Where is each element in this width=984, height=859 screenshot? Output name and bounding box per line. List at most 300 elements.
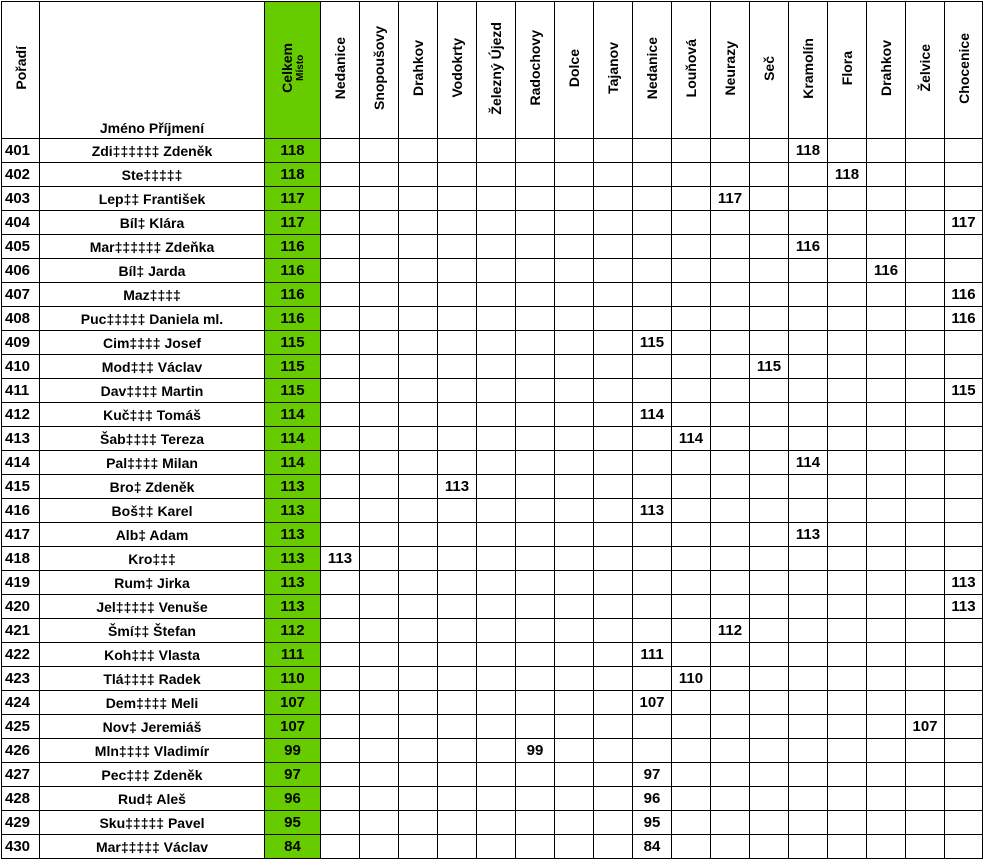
location-cell: [906, 595, 945, 619]
location-cell: [672, 523, 711, 547]
location-cell: [438, 355, 477, 379]
rank-cell: 420: [2, 595, 40, 619]
location-cell: [672, 139, 711, 163]
location-cell: [438, 643, 477, 667]
location-cell: [789, 187, 828, 211]
table-row: [2, 211, 983, 235]
location-cell: [477, 739, 516, 763]
location-cell: [477, 499, 516, 523]
location-cell: [867, 595, 906, 619]
location-cell: [594, 475, 633, 499]
name-header: Jméno Příjmení: [40, 2, 265, 139]
name-cell: Bro‡ Zdeněk: [40, 475, 265, 499]
location-cell: [867, 571, 906, 595]
location-cell: [594, 331, 633, 355]
location-cell: [672, 283, 711, 307]
location-cell: [633, 379, 672, 403]
location-cell: [789, 427, 828, 451]
location-cell: [672, 787, 711, 811]
location-cell: [633, 259, 672, 283]
location-cell: [750, 403, 789, 427]
name-cell: Mar‡‡‡‡‡‡ Zdeňka: [40, 235, 265, 259]
location-cell: [633, 475, 672, 499]
location-cell: [438, 811, 477, 835]
location-header: [828, 2, 867, 139]
location-cell: [750, 523, 789, 547]
location-cell: [867, 403, 906, 427]
location-cell: [321, 571, 360, 595]
location-cell: [555, 499, 594, 523]
location-cell: [711, 331, 750, 355]
name-cell: Rum‡ Jirka: [40, 571, 265, 595]
name-cell: Jel‡‡‡‡‡ Venuše: [40, 595, 265, 619]
location-cell: [945, 787, 983, 811]
location-cell: [789, 715, 828, 739]
location-cell: [906, 475, 945, 499]
location-cell: [360, 211, 399, 235]
location-cell: [672, 187, 711, 211]
location-cell: [945, 547, 983, 571]
location-cell: [828, 187, 867, 211]
location-cell: [360, 787, 399, 811]
rank-cell: 421: [2, 619, 40, 643]
location-cell: [906, 187, 945, 211]
location-cell: [789, 595, 828, 619]
location-cell: [438, 499, 477, 523]
location-cell: [477, 451, 516, 475]
location-cell: [672, 643, 711, 667]
rank-cell: 426: [2, 739, 40, 763]
location-cell: [828, 523, 867, 547]
location-cell: [516, 691, 555, 715]
location-cell: [555, 763, 594, 787]
name-cell: Rud‡ Aleš: [40, 787, 265, 811]
location-cell: [438, 787, 477, 811]
location-cell: [321, 667, 360, 691]
location-cell: [477, 139, 516, 163]
location-cell: [867, 835, 906, 859]
rank-cell: 419: [2, 571, 40, 595]
location-cell: [828, 595, 867, 619]
location-cell: [555, 835, 594, 859]
location-cell: [633, 211, 672, 235]
location-cell: [438, 739, 477, 763]
location-cell: [399, 403, 438, 427]
location-cell: [360, 571, 399, 595]
location-cell: [828, 835, 867, 859]
total-cell: 96: [265, 787, 321, 811]
location-cell: [438, 763, 477, 787]
location-cell: [516, 427, 555, 451]
table-row: [2, 331, 983, 355]
location-cell: [945, 691, 983, 715]
location-cell: [477, 355, 516, 379]
location-cell: [867, 499, 906, 523]
location-cell: [594, 283, 633, 307]
total-cell: 116: [265, 307, 321, 331]
total-cell: 116: [265, 283, 321, 307]
location-cell: [711, 379, 750, 403]
location-cell: [828, 379, 867, 403]
location-cell: 116: [945, 307, 983, 331]
location-cell: [906, 283, 945, 307]
location-cell: [360, 403, 399, 427]
location-cell: [828, 715, 867, 739]
location-cell: [555, 403, 594, 427]
location-cell: [399, 835, 438, 859]
location-cell: [594, 235, 633, 259]
location-cell: [906, 835, 945, 859]
location-cell: [633, 235, 672, 259]
location-cell: [867, 355, 906, 379]
location-header-label: Drahkov: [410, 39, 426, 97]
location-cell: [516, 571, 555, 595]
location-cell: [750, 811, 789, 835]
location-cell: [594, 403, 633, 427]
location-cell: [399, 547, 438, 571]
location-cell: [789, 619, 828, 643]
location-cell: [672, 163, 711, 187]
rank-cell: 429: [2, 811, 40, 835]
name-cell: Bíl‡ Klára: [40, 211, 265, 235]
name-cell: Mln‡‡‡‡ Vladimír: [40, 739, 265, 763]
location-cell: [633, 187, 672, 211]
location-cell: 115: [750, 355, 789, 379]
name-cell: Nov‡ Jeremiáš: [40, 715, 265, 739]
rank-cell: 412: [2, 403, 40, 427]
location-cell: 117: [711, 187, 750, 211]
location-cell: [633, 451, 672, 475]
location-cell: [750, 571, 789, 595]
location-cell: [906, 331, 945, 355]
location-cell: [867, 643, 906, 667]
rank-cell: 416: [2, 499, 40, 523]
location-cell: [477, 259, 516, 283]
location-cell: [750, 835, 789, 859]
location-cell: [516, 283, 555, 307]
location-cell: [711, 787, 750, 811]
location-cell: [750, 763, 789, 787]
location-cell: [789, 475, 828, 499]
location-cell: [321, 283, 360, 307]
location-cell: [867, 139, 906, 163]
location-cell: [633, 523, 672, 547]
location-cell: 116: [945, 283, 983, 307]
location-cell: [750, 643, 789, 667]
location-cell: [789, 835, 828, 859]
location-cell: [906, 451, 945, 475]
location-cell: 107: [906, 715, 945, 739]
location-cell: [399, 283, 438, 307]
location-cell: [711, 259, 750, 283]
location-cell: [399, 787, 438, 811]
location-cell: [906, 523, 945, 547]
location-cell: [750, 499, 789, 523]
location-cell: [399, 643, 438, 667]
location-cell: [828, 571, 867, 595]
location-cell: [594, 787, 633, 811]
name-cell: Šmí‡‡ Štefan: [40, 619, 265, 643]
location-header-label: Neurazy: [722, 40, 738, 96]
location-cell: [633, 163, 672, 187]
location-cell: [906, 403, 945, 427]
location-cell: [516, 235, 555, 259]
location-cell: 116: [867, 259, 906, 283]
location-cell: 113: [633, 499, 672, 523]
location-cell: 95: [633, 811, 672, 835]
rank-cell: 402: [2, 163, 40, 187]
location-header: [321, 2, 360, 139]
location-cell: [477, 211, 516, 235]
location-cell: [399, 475, 438, 499]
location-cell: [438, 715, 477, 739]
location-cell: [672, 547, 711, 571]
location-header-label: Dolce: [566, 48, 582, 88]
location-cell: [906, 307, 945, 331]
location-cell: [321, 355, 360, 379]
rank-header-label: Pořadí: [12, 46, 29, 90]
location-cell: [555, 475, 594, 499]
location-cell: [555, 331, 594, 355]
location-cell: [594, 715, 633, 739]
location-cell: 113: [438, 475, 477, 499]
location-cell: [945, 331, 983, 355]
location-cell: [438, 451, 477, 475]
location-cell: [555, 739, 594, 763]
rank-cell: 405: [2, 235, 40, 259]
location-cell: [672, 571, 711, 595]
location-cell: [555, 187, 594, 211]
location-cell: [828, 739, 867, 763]
location-cell: [711, 139, 750, 163]
table-row: [2, 787, 983, 811]
table-row: [2, 139, 983, 163]
location-cell: [945, 235, 983, 259]
location-cell: [555, 787, 594, 811]
location-cell: [945, 811, 983, 835]
rank-cell: 414: [2, 451, 40, 475]
location-cell: [711, 307, 750, 331]
location-cell: [750, 259, 789, 283]
location-cell: [672, 211, 711, 235]
location-cell: [789, 763, 828, 787]
rank-cell: 430: [2, 835, 40, 859]
location-cell: [321, 763, 360, 787]
location-cell: [360, 355, 399, 379]
location-cell: [516, 835, 555, 859]
location-cell: [399, 331, 438, 355]
location-cell: [438, 379, 477, 403]
location-cell: [477, 235, 516, 259]
location-cell: [789, 739, 828, 763]
location-header: [360, 2, 399, 139]
location-cell: [555, 643, 594, 667]
location-cell: [789, 643, 828, 667]
location-cell: [672, 763, 711, 787]
location-header: [516, 2, 555, 139]
location-cell: [360, 619, 399, 643]
location-cell: [516, 499, 555, 523]
location-cell: [711, 163, 750, 187]
location-cell: [867, 811, 906, 835]
location-cell: [633, 715, 672, 739]
location-cell: [360, 427, 399, 451]
location-cell: [906, 139, 945, 163]
location-header-label: Chocenice: [955, 32, 972, 104]
location-cell: [789, 547, 828, 571]
location-cell: [789, 283, 828, 307]
table-row: [2, 475, 983, 499]
location-cell: [672, 739, 711, 763]
location-cell: [321, 595, 360, 619]
name-cell: Kro‡‡‡: [40, 547, 265, 571]
location-cell: [906, 739, 945, 763]
location-cell: [906, 235, 945, 259]
rank-cell: 404: [2, 211, 40, 235]
location-cell: [516, 763, 555, 787]
location-cell: [555, 715, 594, 739]
total-cell: 118: [265, 139, 321, 163]
location-cell: [360, 307, 399, 331]
location-cell: [594, 547, 633, 571]
location-cell: [789, 259, 828, 283]
name-cell: Bíl‡ Jarda: [40, 259, 265, 283]
location-cell: [399, 163, 438, 187]
location-cell: [477, 187, 516, 211]
location-cell: 110: [672, 667, 711, 691]
name-cell: Kuč‡‡‡ Tomáš: [40, 403, 265, 427]
location-cell: [321, 139, 360, 163]
location-cell: [321, 379, 360, 403]
location-header-label: Nedanice: [332, 36, 348, 100]
location-cell: [360, 187, 399, 211]
location-cell: [360, 715, 399, 739]
location-cell: [711, 547, 750, 571]
location-cell: 113: [945, 595, 983, 619]
location-cell: [672, 307, 711, 331]
rank-cell: 403: [2, 187, 40, 211]
name-cell: Zdi‡‡‡‡‡‡ Zdeněk: [40, 139, 265, 163]
location-cell: [438, 283, 477, 307]
location-cell: [828, 211, 867, 235]
total-cell: 115: [265, 355, 321, 379]
location-cell: [360, 763, 399, 787]
table-row: [2, 259, 983, 283]
location-cell: [906, 763, 945, 787]
location-cell: [633, 667, 672, 691]
location-cell: [789, 667, 828, 691]
location-cell: [477, 811, 516, 835]
location-cell: [399, 763, 438, 787]
location-cell: [945, 475, 983, 499]
name-cell: Dem‡‡‡‡ Meli: [40, 691, 265, 715]
location-cell: [360, 523, 399, 547]
location-cell: [516, 163, 555, 187]
location-cell: [477, 643, 516, 667]
location-cell: [594, 619, 633, 643]
location-cell: [711, 595, 750, 619]
location-cell: [516, 331, 555, 355]
location-cell: [321, 739, 360, 763]
name-cell: Koh‡‡‡ Vlasta: [40, 643, 265, 667]
location-header-label: Louňová: [683, 38, 699, 98]
location-cell: [399, 355, 438, 379]
location-cell: [750, 211, 789, 235]
location-cell: [672, 355, 711, 379]
location-cell: 113: [789, 523, 828, 547]
table-row: [2, 427, 983, 451]
location-cell: [828, 547, 867, 571]
location-cell: [516, 643, 555, 667]
location-cell: 114: [672, 427, 711, 451]
rank-cell: 410: [2, 355, 40, 379]
name-cell: Boš‡‡ Karel: [40, 499, 265, 523]
table-row: [2, 835, 983, 859]
table-row: [2, 595, 983, 619]
location-cell: [477, 787, 516, 811]
location-cell: [828, 499, 867, 523]
location-cell: [633, 355, 672, 379]
location-cell: 113: [945, 571, 983, 595]
location-cell: [867, 523, 906, 547]
location-cell: [399, 187, 438, 211]
location-cell: [672, 811, 711, 835]
location-cell: [867, 475, 906, 499]
location-cell: [672, 235, 711, 259]
location-cell: [945, 427, 983, 451]
location-header: [633, 2, 672, 139]
location-cell: [828, 643, 867, 667]
location-cell: [945, 355, 983, 379]
location-cell: [867, 331, 906, 355]
location-cell: [711, 211, 750, 235]
location-cell: [828, 763, 867, 787]
location-header: [555, 2, 594, 139]
location-cell: [399, 379, 438, 403]
location-cell: [321, 259, 360, 283]
total-cell: 114: [265, 451, 321, 475]
location-cell: [750, 715, 789, 739]
location-cell: [750, 547, 789, 571]
location-cell: [906, 619, 945, 643]
name-cell: Alb‡ Adam: [40, 523, 265, 547]
rank-cell: 423: [2, 667, 40, 691]
table-row: [2, 307, 983, 331]
location-cell: [828, 283, 867, 307]
location-cell: [516, 619, 555, 643]
rank-cell: 411: [2, 379, 40, 403]
location-cell: [672, 595, 711, 619]
location-cell: [438, 139, 477, 163]
location-cell: [516, 547, 555, 571]
location-cell: [789, 379, 828, 403]
location-cell: [711, 811, 750, 835]
location-cell: [789, 163, 828, 187]
location-cell: [867, 283, 906, 307]
location-header: [906, 2, 945, 139]
location-cell: [555, 811, 594, 835]
location-cell: [360, 595, 399, 619]
name-cell: Puc‡‡‡‡‡ Daniela ml.: [40, 307, 265, 331]
rank-cell: 422: [2, 643, 40, 667]
location-cell: [399, 595, 438, 619]
location-cell: [945, 739, 983, 763]
location-cell: [672, 619, 711, 643]
location-cell: [360, 835, 399, 859]
location-cell: [672, 715, 711, 739]
location-header-label: Kramolín: [800, 37, 816, 99]
location-cell: [711, 235, 750, 259]
